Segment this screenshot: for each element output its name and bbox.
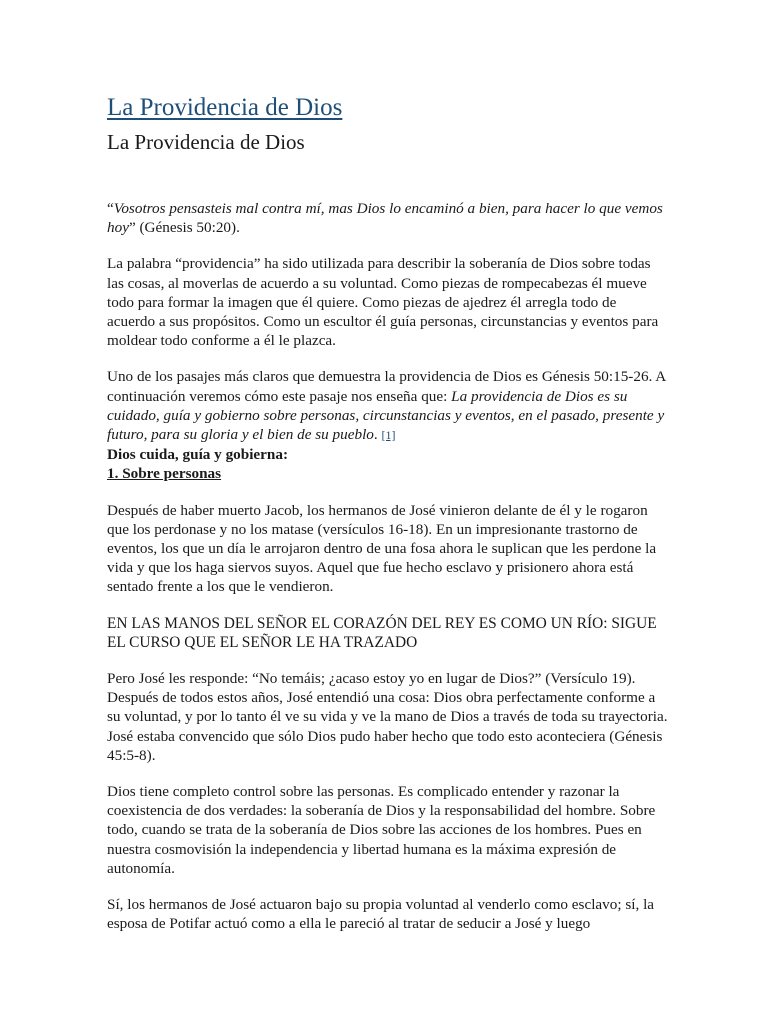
quote-reference: ” (Génesis 50:20). [128,219,240,237]
paragraph-italic-definition: La providencia de Dios es su cuidado, guía y gobierno sobre personas, circunstancias y eventos, en el pasado, presente y futuro, para su gloria y el bien de su pueblo [107,387,665,444]
paragraph-end-period: . [373,426,378,444]
document-subtitle: La Providencia de Dios [107,130,305,154]
paragraph-jose-brothers: Después de haber muerto Jacob, los hermanos de José vinieron delante de él y le rogaron que los perdonase y no los matase (versículos 16-18). En un impresionante trastorno de eventos, los que un día le arrojaron dentro de una fosa ahora le suplican que les perdone la vida y que los haga siervos suyos. Aquel que fue hecho esclavo y prisionero ahora está sentado frente a los que le vendieron. [107,501,657,596]
paragraph-jose-response: Pero José les responde: “No temáis; ¿acaso estoy yo en lugar de Dios?” (Versículo 19). Después de todos estos años, José entendió una cosa: Dios obra perfectamente conforme a su voluntad, y por lo tanto él ve su vida y ve la mano de Dios a través de toda su trayectoria. José estaba convencido que sólo Dios pudo haber hecho que todo esto aconteciera (Génesis 45:5-8). [107,670,668,764]
caps-heading: EN LAS MANOS DEL SEÑOR EL CORAZÓN DEL REY ES COMO UN RÍO: SIGUE EL CURSO QUE EL SEÑOR LE HA TRAZADO [107,614,657,651]
paragraph-plain-text: Uno de los pasajes más claros que demuestra la providencia de Dios es Génesis 50:15-26. A continuación veremos cómo este pasaje nos enseña que: [107,368,666,405]
footnote-link[interactable]: [1] [381,428,396,443]
opening-quote [107,199,668,237]
document-title-link[interactable]: La Providencia de Dios [107,94,343,121]
paragraph-control-personas: Dios tiene completo control sobre las personas. Es complicado entender y razonar la coexistencia de dos verdades: la soberanía de Dios y la responsabilidad del hombre. Sobre todo, cuando se trata de la soberanía de Dios sobre las acciones de los hombres. Pues en nuestra cosmovisión la independencia y libertad humana es la máxima expresión de autonomía. [107,783,656,877]
paragraph-providencia-definition: La palabra “providencia” ha sido utilizada para describir la soberanía de Dios sobre todas las cosas, al moverlas de acuerdo a su voluntad. Como piezas de rompecabezas él mueve todo para formar la imagen que él quiere. Como piezas de ajedrez él arregla todo de acuerdo a sus propósitos. Como un escultor él guía personas, circunstancias y eventos para moldear todo conforme a él le plazca. [107,255,659,350]
section-heading: Dios cuida, guía y gobierna: [107,446,289,464]
quote-italic-text: Vosotros pensasteis mal contra mí, mas Dios lo encaminó a bien, para hacer lo que vemos hoy [107,200,663,237]
paragraph-genesis-passage [107,367,668,445]
quote-open-mark: “ [107,200,114,217]
paragraph-hermanos-voluntad: Sí, los hermanos de José actuaron bajo su propia voluntad al venderlo como esclavo; sí, la esposa de Potifar actuó como a ella le pareció al tratar de seducir a José y luego [107,896,655,933]
subsection-heading: 1. Sobre personas [107,465,222,483]
